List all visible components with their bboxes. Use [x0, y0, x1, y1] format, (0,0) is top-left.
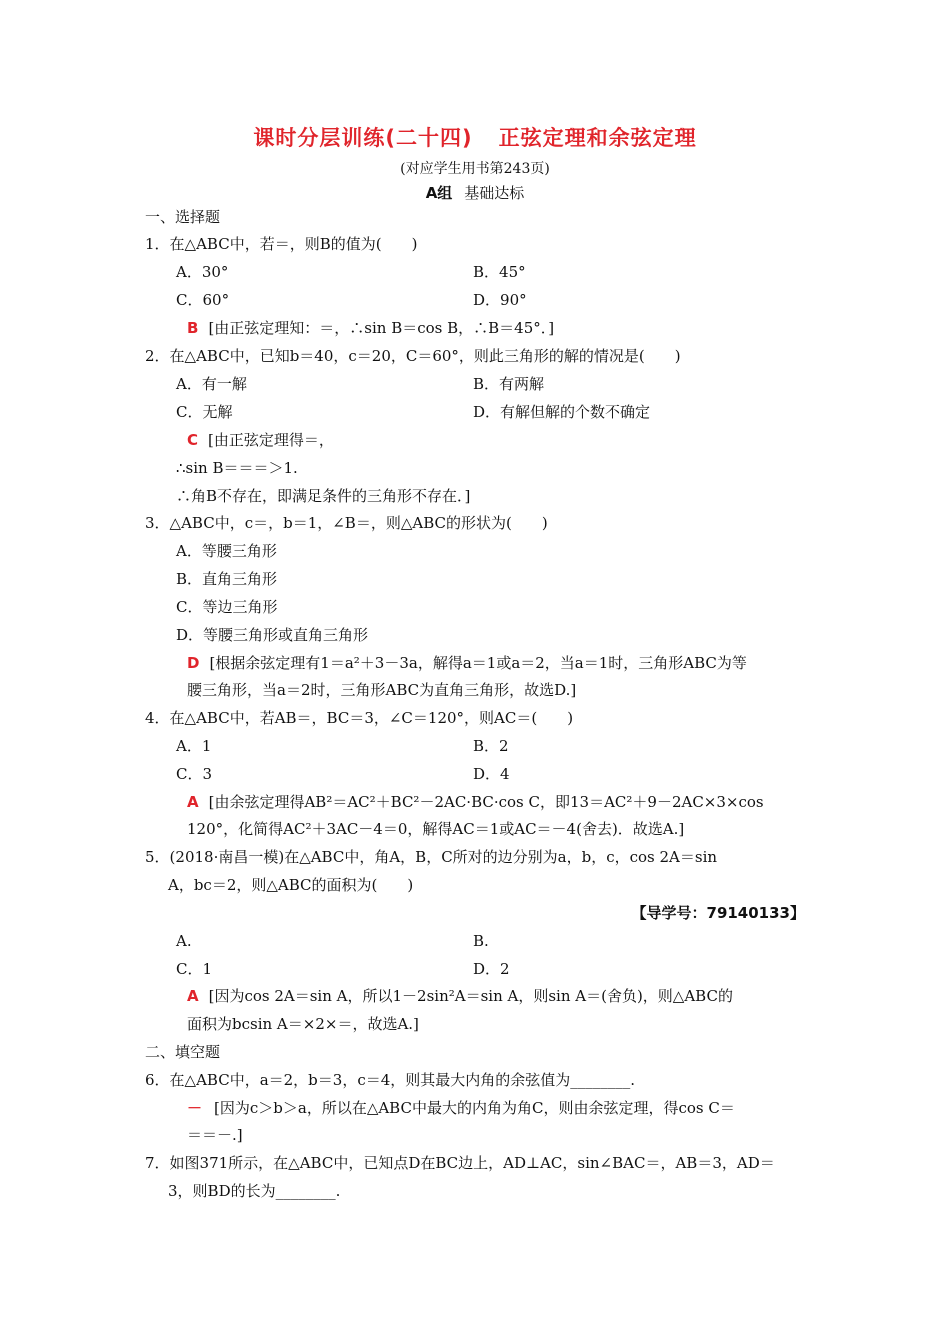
q3-option-c: C．等边三角形	[176, 598, 278, 616]
q4-explanation-2: 120°，化简得AC²＋3AC－4＝0，解得AC＝1或AC＝－4(舍去)．故选A.]	[187, 820, 685, 838]
q1-solution	[187, 317, 554, 339]
q3-explanation-2: 腰三角形，当a＝2时，三角形ABC为直角三角形，故选D.]	[187, 681, 577, 699]
guide-number: 【导学号：79140133】	[631, 904, 805, 922]
q5-stem-2: A，bc＝2，则△ABC的面积为( )	[168, 876, 414, 894]
q3-stem: 3．△ABC中，c＝，b＝1，∠B＝，则△ABC的形状为( )	[145, 514, 548, 532]
q2-option-d: D．有解但解的个数不确定	[473, 403, 651, 421]
q6-explanation-2: ＝＝－.]	[187, 1126, 243, 1144]
group-heading	[0, 182, 950, 203]
q3-option-a: A．等腰三角形	[176, 542, 277, 560]
q5-option-b: B.	[473, 932, 489, 950]
section-heading-fill: 二、填空题	[145, 1043, 221, 1061]
title-part-1: 课时分层训练(二十四)	[253, 126, 473, 150]
q4-option-d: D．4	[473, 765, 510, 783]
q5-option-c: C．1	[176, 960, 213, 978]
q5-stem-1: 5．(2018·南昌一模)在△ABC中，角A，B，C所对的边分别为a，b，c，cos 2A＝sin	[145, 848, 718, 866]
q1-option-c: C．60°	[176, 291, 230, 309]
q3-explanation-1: [根据余弦定理有1＝a²＋3－3a，解得a＝1或a＝2，当a＝1时，三角形ABC为等	[209, 654, 747, 672]
q2-explanation-1: [由正弦定理得＝，	[208, 431, 334, 449]
q7-stem-2: 3，则BD的长为________.	[168, 1182, 341, 1200]
q1-option-d: D．90°	[473, 291, 527, 309]
q2-option-c: C．无解	[176, 403, 233, 421]
q3-solution	[187, 652, 747, 674]
group-name: 基础达标	[464, 184, 525, 202]
q4-explanation-1: [由余弦定理得AB²＝AC²＋BC²－2AC·BC·cos C，即13＝AC²＋9－2AC×3×cos	[208, 793, 764, 811]
q5-option-d: D．2	[473, 960, 510, 978]
page-title	[0, 122, 950, 152]
q5-answer: A	[187, 987, 199, 1005]
q2-stem: 2．在△ABC中，已知b＝40，c＝20，C＝60°，则此三角形的解的情况是( )	[145, 347, 681, 365]
q2-answer: C	[187, 431, 199, 449]
q5-option-a: A.	[176, 932, 192, 950]
q6-solution	[187, 1097, 735, 1119]
q2-solution	[187, 429, 334, 451]
q5-solution	[187, 985, 733, 1007]
q6-explanation-1: [因为c＞b＞a，所以在△ABC中最大的内角为角C，则由余弦定理，得cos C＝	[214, 1099, 735, 1117]
q4-solution	[187, 791, 764, 813]
q3-option-b: B．直角三角形	[176, 570, 278, 588]
q1-answer: B	[187, 319, 199, 337]
title-part-2: 正弦定理和余弦定理	[498, 126, 697, 150]
q6-stem: 6．在△ABC中，a＝2，b＝3，c＝4，则其最大内角的余弦值为________.	[145, 1071, 636, 1089]
q2-option-b: B．有两解	[473, 375, 545, 393]
q1-stem: 1．在△ABC中，若＝，则B的值为( )	[145, 235, 418, 253]
q4-option-c: C．3	[176, 765, 213, 783]
q4-stem: 4．在△ABC中，若AB＝，BC＝3，∠C＝120°，则AC＝( )	[145, 709, 574, 727]
q3-option-d: D．等腰三角形或直角三角形	[176, 626, 369, 644]
q5-explanation-2: 面积为bcsin A＝×2×＝，故选A.]	[187, 1015, 419, 1033]
group-label: A组	[425, 184, 453, 202]
q2-explanation-3: ∴角B不存在，即满足条件的三角形不存在．]	[176, 487, 471, 505]
q1-option-a: A．30°	[176, 263, 229, 281]
q5-explanation-1: [因为cos 2A＝sin A，所以1－2sin²A＝sin A，则sin A＝(舍负)，则△ABC的	[208, 987, 733, 1005]
q3-answer: D	[187, 654, 200, 672]
q6-answer: －	[187, 1099, 203, 1117]
q2-option-a: A．有一解	[176, 375, 247, 393]
page-subtitle: (对应学生用书第243页)	[400, 161, 550, 177]
q2-explanation-2: ∴sin B＝＝＝＞1.	[176, 459, 298, 477]
q4-answer: A	[187, 793, 199, 811]
q4-option-a: A．1	[176, 737, 212, 755]
q1-explanation: [由正弦定理知：＝，∴sin B＝cos B，∴B＝45°．]	[208, 319, 555, 337]
q7-stem-1: 7．如图371所示，在△ABC中，已知点D在BC边上，AD⊥AC，sin∠BAC＝，AB＝3，AD＝	[145, 1154, 775, 1172]
section-heading-choice: 一、选择题	[145, 208, 221, 226]
q1-option-b: B．45°	[473, 263, 526, 281]
q4-option-b: B．2	[473, 737, 509, 755]
